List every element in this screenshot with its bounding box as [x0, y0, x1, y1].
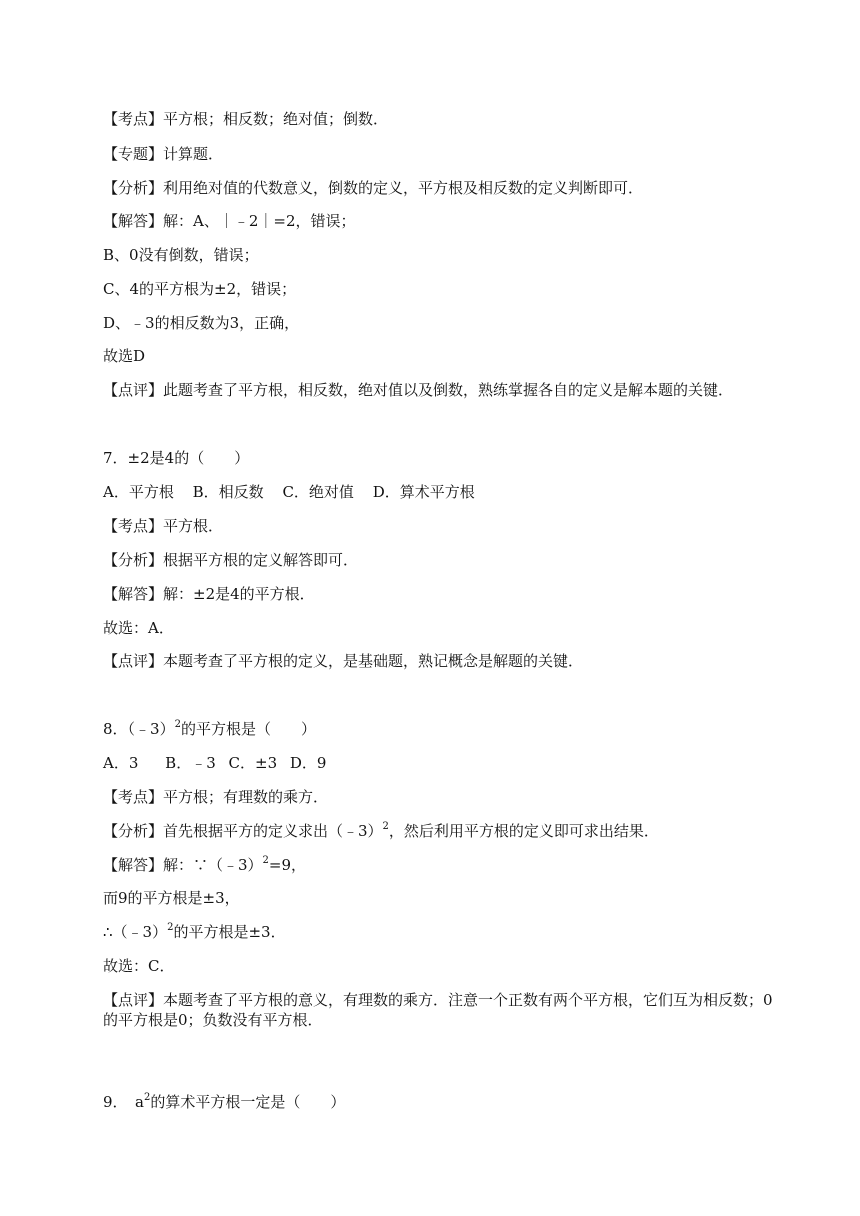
q7-fenxi: 【分析】根据平方根的定义解答即可． [103, 551, 359, 569]
q8-stem-rest: 的平方根是（ ） [180, 720, 316, 738]
q9-stem-base: 9． a [103, 1093, 144, 1111]
q9-stem-exponent: 2 [144, 1092, 151, 1103]
q9-stem-rest: 的算术平方根一定是（ ） [150, 1093, 346, 1111]
q8-jieda-text: 【解答】解：∵（﹣3） [103, 856, 263, 874]
q8-fenxi [103, 821, 659, 841]
q6-fenxi: 【分析】利用绝对值的代数意义，倒数的定义，平方根及相反数的定义判断即可． [103, 179, 644, 197]
q8-jieda [103, 855, 306, 875]
q8-jieda-rest: =9， [268, 856, 307, 874]
q9-stem [103, 1092, 345, 1112]
q8-dianping: 【点评】本题考查了平方根的意义，有理数的乘方．注意一个正数有两个平方根，它们互为相反数；0的平方根是0；负数没有平方根． [103, 991, 773, 1029]
q7-option-b: B．相反数 [192, 483, 264, 501]
q8-kaodian: 【考点】平方根；有理数的乘方． [103, 788, 329, 806]
q7-answer: 故选：A． [103, 619, 174, 637]
q8-fenxi-rest: ，然后利用平方根的定义即可求出结果． [388, 822, 659, 840]
q8-line3-rest: 的平方根是±3． [173, 923, 286, 941]
q8-stem-exponent: 2 [174, 719, 181, 730]
q8-answer: 故选：C． [103, 957, 175, 975]
q8-line3-exponent: 2 [167, 922, 174, 933]
q8-option-d: D．9 [289, 754, 327, 772]
q7-kaodian: 【考点】平方根． [103, 517, 224, 535]
q6-kaodian: 【考点】平方根；相反数；绝对值；倒数． [103, 110, 389, 128]
q7-jieda: 【解答】解：±2是4的平方根． [103, 585, 315, 603]
q6-line-b: B、0没有倒数，错误； [103, 246, 259, 264]
q7-option-a: A．平方根 [103, 483, 174, 501]
q6-zhuanti: 【专题】计算题． [103, 145, 224, 163]
q8-option-a: A．3 [103, 754, 139, 772]
q7-option-d: D．算术平方根 [372, 483, 475, 501]
q7-dianping: 【点评】本题考查了平方根的定义，是基础题，熟记概念是解题的关键． [103, 652, 584, 670]
q6-answer: 故选D [103, 347, 146, 365]
q8-option-b: B．﹣3 [165, 754, 216, 772]
q8-stem [103, 719, 316, 739]
q8-option-c: C．±3 [228, 754, 278, 772]
q8-fenxi-text: 【分析】首先根据平方的定义求出（﹣3） [103, 822, 383, 840]
q8-line3-text: ∴（﹣3） [103, 923, 168, 941]
q8-line3 [103, 922, 286, 942]
q6-dianping: 【点评】此题考查了平方根，相反数，绝对值以及倒数，熟练掌握各自的定义是解本题的关键． [103, 381, 734, 399]
q8-jieda-exponent: 2 [262, 855, 269, 866]
q6-line-d: D、﹣3的相反数为3，正确， [103, 314, 300, 332]
q8-line2: 而9的平方根是±3， [103, 889, 240, 907]
q6-line-c: C、4的平方根为±2，错误； [103, 280, 297, 298]
q7-options [103, 482, 475, 502]
q7-stem: 7．±2是4的（ ） [103, 449, 250, 467]
q8-fenxi-exponent: 2 [382, 821, 389, 832]
q8-stem-base: 8．（﹣3） [103, 720, 175, 738]
q6-jieda: 【解答】解：A、｜﹣2｜=2，错误； [103, 212, 356, 230]
q8-options [103, 753, 326, 773]
q7-option-c: C．绝对值 [282, 483, 354, 501]
